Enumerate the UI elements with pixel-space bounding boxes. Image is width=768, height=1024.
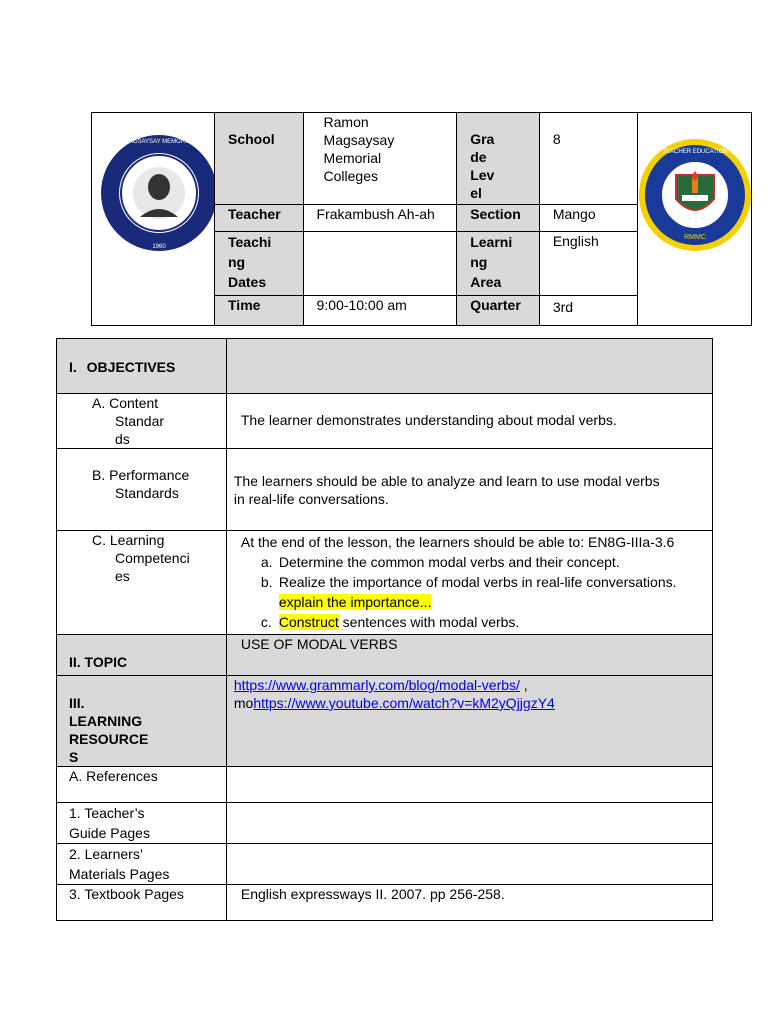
resources-label-1: III. — [69, 695, 85, 711]
objectives-heading: OBJECTIVES — [86, 359, 176, 375]
school-value-2: Magsaysay — [323, 132, 395, 148]
content-standards-label-2: Standar — [115, 413, 165, 429]
resources-label-4: S — [69, 749, 79, 765]
performance-standards-label-2: Standards — [115, 485, 179, 501]
section-value: Mango — [552, 206, 596, 223]
learning-competencies-cell — [226, 531, 712, 635]
learning-competencies-intro: At the end of the lesson, the learners should be able to: EN8G-IIIa-3.6 — [240, 534, 675, 550]
competency-item-a — [241, 552, 712, 572]
references-label: A. References — [69, 768, 158, 784]
grade-label-1: Gra — [470, 131, 495, 147]
content-standards-label-3: ds — [115, 431, 130, 447]
topic-label-cell — [57, 635, 227, 676]
resources-links-cell — [226, 676, 712, 767]
school-label: School — [228, 131, 275, 147]
svg-text:1960: 1960 — [152, 244, 166, 250]
grade-label-4: el — [470, 185, 482, 201]
competencies-list — [241, 552, 712, 632]
performance-standards-text-1: The learners should be able to analyze and learn to use modal verbs — [233, 473, 660, 489]
competency-marker-c: c. — [260, 614, 272, 630]
teaching-dates-label-1: Teachi — [228, 233, 272, 250]
teaching-dates-label-cell — [215, 231, 304, 295]
teacher-value-cell — [303, 205, 457, 231]
time-label: Time — [228, 296, 261, 313]
textbook-label: 3. Textbook Pages — [69, 886, 184, 902]
section-label: Section — [470, 206, 521, 223]
learning-competencies-label-3: es — [115, 568, 130, 584]
content-standards-label-1: A. Content — [92, 395, 159, 411]
topic-value: USE OF MODAL VERBS — [240, 636, 398, 652]
learning-competencies-label-1: C. Learning — [92, 532, 165, 548]
learning-area-label-cell — [457, 231, 540, 295]
learning-competencies-label-cell — [57, 531, 227, 635]
competency-text-b: Realize the importance of modal verbs in real-life conversations. — [278, 574, 677, 590]
link-separator: , — [519, 677, 528, 693]
school-value-cell — [303, 113, 457, 205]
time-label-cell — [215, 295, 304, 325]
teaching-dates-value-cell — [303, 231, 457, 295]
topic-value-cell — [226, 635, 712, 676]
learners-materials-label-2: Materials Pages — [69, 866, 170, 882]
performance-standards-cell — [226, 449, 712, 531]
grammarly-link[interactable]: https://www.grammarly.com/blog/modal-verbs/ — [233, 677, 520, 693]
grade-value: 8 — [552, 131, 561, 147]
teachers-guide-label-2: Guide Pages — [69, 825, 150, 841]
competency-item-b — [241, 572, 712, 612]
cte-seal-logo — [638, 113, 751, 321]
textbook-label-cell — [57, 885, 227, 921]
objectives-heading-cell — [57, 339, 227, 394]
competency-marker-b: b. — [260, 574, 273, 590]
svg-text:TEACHER EDUCATION: TEACHER EDUCATION — [662, 149, 728, 155]
svg-text:MAGSAYSAY MEMORIAL: MAGSAYSAY MEMORIAL — [123, 139, 195, 145]
teaching-dates-label-2: ng — [228, 253, 246, 270]
learning-competencies-label-2: Competenci — [115, 550, 190, 566]
learners-materials-value-cell — [226, 844, 712, 885]
time-value-cell — [303, 295, 457, 325]
performance-standards-text-2: in real-life conversations. — [233, 491, 389, 507]
header-table — [91, 112, 752, 326]
quarter-value: 3rd — [552, 298, 574, 315]
teacher-label-cell — [215, 205, 304, 231]
performance-standards-label-cell — [57, 449, 227, 531]
competency-item-c — [241, 612, 712, 632]
school-value-1: Ramon — [323, 114, 369, 130]
youtube-link[interactable]: https://www.youtube.com/watch?v=kM2yQjjgzY4 — [253, 695, 555, 711]
quarter-label-cell — [457, 295, 540, 325]
learning-area-label-2: ng — [470, 253, 488, 270]
content-standards-label-cell — [57, 394, 227, 449]
teachers-guide-value-cell — [226, 803, 712, 844]
grade-label-cell — [457, 113, 540, 205]
grade-label-2: de — [470, 149, 487, 165]
teaching-dates-label-3: Dates — [228, 273, 267, 290]
learning-area-label-1: Learni — [470, 233, 513, 250]
teacher-value: Frakambush Ah-ah — [316, 206, 435, 223]
school-value-4: Colleges — [323, 168, 379, 184]
resources-label-2: LEARNING — [69, 713, 143, 729]
teachers-guide-label-1: 1. Teacher’s — [69, 805, 145, 821]
school-value-3: Memorial — [323, 150, 382, 166]
textbook-value: English expressways II. 2007. pp 256-258. — [240, 886, 505, 902]
competency-highlight-c: Construct — [278, 614, 339, 630]
competency-marker-a: a. — [260, 554, 273, 570]
competency-text-c: sentences with modal verbs. — [338, 614, 520, 630]
resources-label-3: RESOURCE — [69, 731, 149, 747]
textbook-value-cell — [226, 885, 712, 921]
grade-value-cell — [539, 113, 637, 205]
school-seal-logo — [92, 113, 214, 321]
school-label-cell — [215, 113, 304, 205]
quarter-value-cell — [539, 295, 637, 325]
right-logo-cell — [637, 113, 751, 326]
svg-text:RMMC: RMMC — [684, 234, 706, 241]
lesson-plan-table — [56, 338, 713, 921]
references-label-cell — [57, 767, 227, 803]
left-logo-cell — [92, 113, 215, 326]
teachers-guide-label-cell — [57, 803, 227, 844]
section-value-cell — [539, 205, 637, 231]
resources-label-cell — [57, 676, 227, 767]
topic-label: II. TOPIC — [69, 654, 128, 670]
learning-area-value: English — [552, 232, 599, 249]
section-label-cell — [457, 205, 540, 231]
competency-highlight-b: explain the importance... — [278, 594, 432, 610]
learning-area-value-cell — [539, 231, 637, 295]
competency-text-a: Determine the common modal verbs and their concept. — [278, 554, 620, 570]
link-prefix: mo — [233, 695, 254, 711]
objectives-heading-value-cell — [226, 339, 712, 394]
learning-area-label-3: Area — [470, 273, 502, 290]
learners-materials-label-1: 2. Learners’ — [69, 846, 143, 862]
teacher-label: Teacher — [228, 206, 281, 223]
quarter-label: Quarter — [470, 296, 521, 313]
performance-standards-label-1: B. Performance — [92, 467, 190, 483]
content-standards-cell — [226, 394, 712, 449]
learners-materials-label-cell — [57, 844, 227, 885]
grade-label-3: Lev — [470, 167, 495, 183]
content-standards-text: The learner demonstrates understanding about modal verbs. — [240, 412, 617, 428]
references-value-cell — [226, 767, 712, 803]
time-value: 9:00-10:00 am — [316, 296, 407, 313]
objectives-heading-number: I. — [69, 359, 77, 375]
